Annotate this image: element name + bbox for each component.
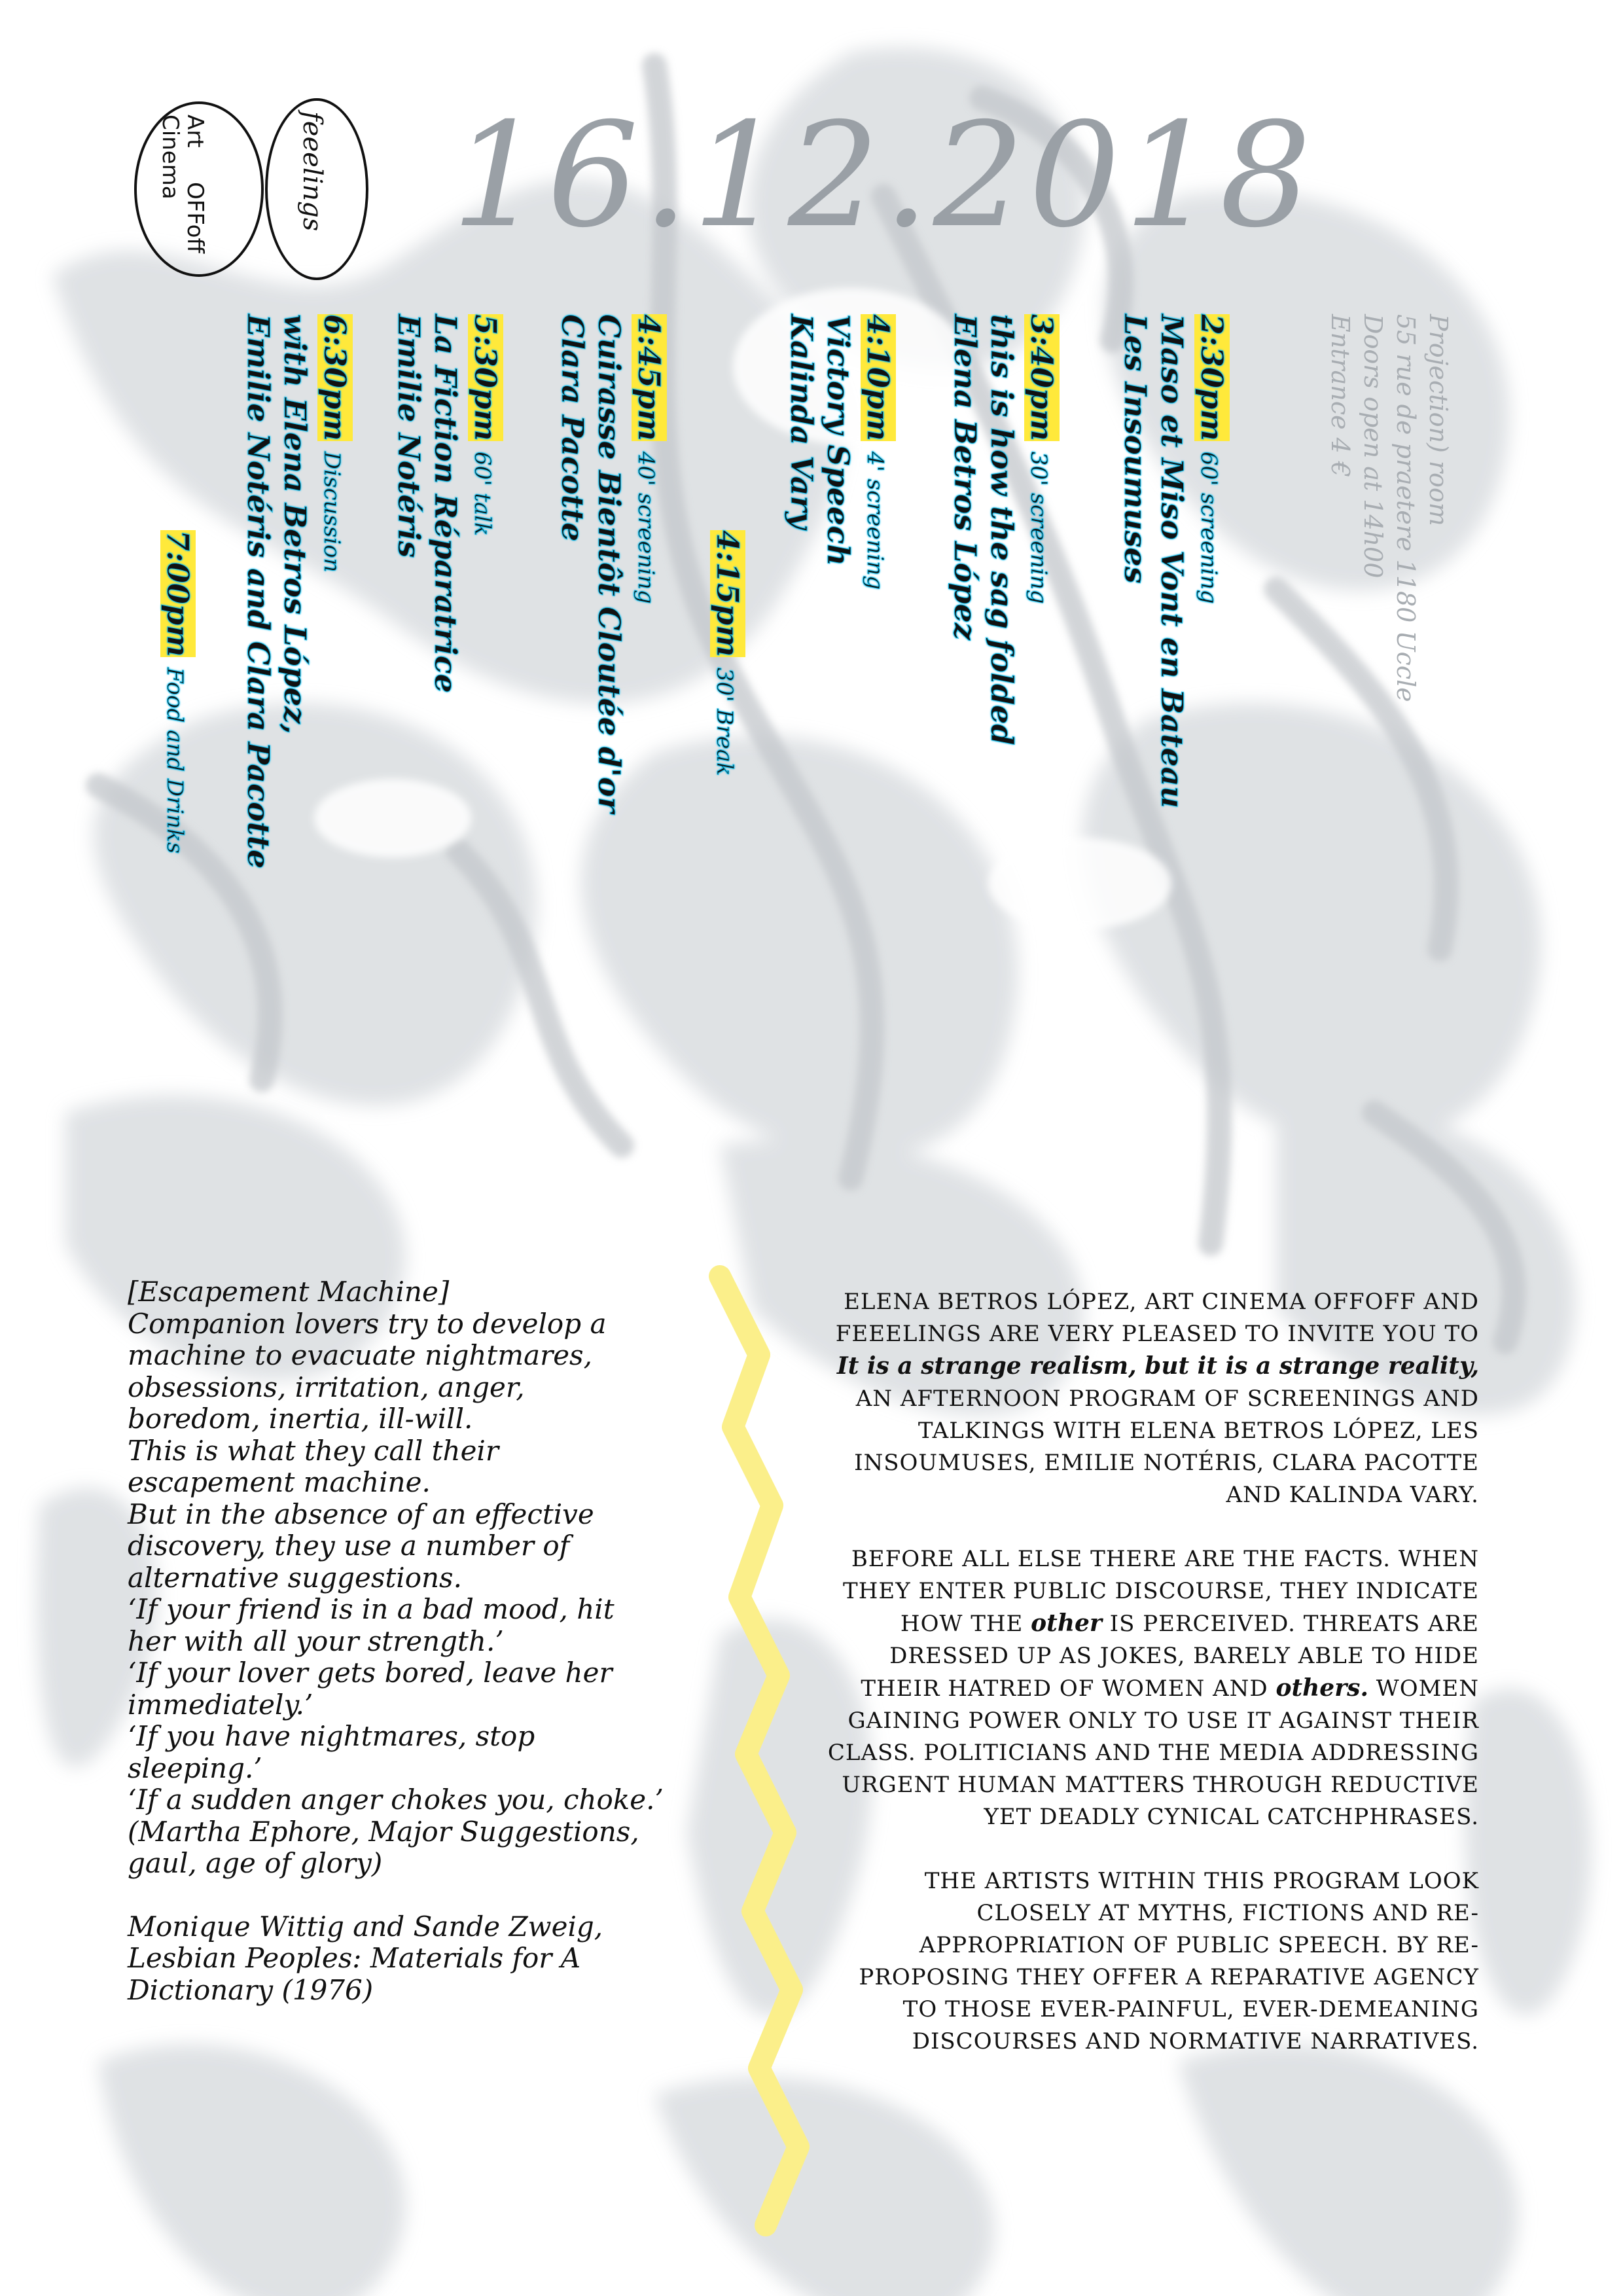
schedule-detail: 4' screening <box>862 451 888 590</box>
schedule-time: 5:30pm <box>468 314 503 441</box>
schedule-item-2 <box>947 314 1060 745</box>
schedule-author: Les Insoumuses <box>1118 314 1153 584</box>
schedule-title: this is how the sag folded <box>984 314 1020 745</box>
quote-line: Companion lovers try to develop a <box>128 1307 607 1340</box>
schedule-item-5 <box>554 314 668 813</box>
schedule-item-7 <box>240 314 353 869</box>
logo-text-art: Art <box>182 115 208 148</box>
schedule-author: Elena Betros López <box>948 314 983 640</box>
quote-line: [Escapement Machine] <box>128 1276 450 1308</box>
quote-line: This is what they call their <box>128 1434 499 1467</box>
emphasis-other: other <box>1031 1609 1102 1637</box>
schedule-title: Cuirasse Bientôt Cloutée d'or <box>592 314 627 814</box>
schedule-time: 2:30pm <box>1194 314 1230 441</box>
venue-entrance: Entrance 4 € <box>1326 314 1355 478</box>
intro-paragraph-2 <box>818 1543 1479 1833</box>
quote-line: gaul, age of glory) <box>128 1847 383 1879</box>
schedule-detail: 30' Break <box>711 667 738 776</box>
logo-text-offoff: OFFoff <box>182 182 208 253</box>
schedule-author: Emilie Notéris and Clara Pacotte <box>241 314 276 869</box>
schedule-time: 4:45pm <box>632 314 667 441</box>
logo-text-feeelings: feeelings <box>297 111 327 232</box>
schedule-detail: 60' screening <box>1196 451 1222 604</box>
schedule-item-8 <box>156 530 196 853</box>
credit-line: Monique Wittig and Sande Zweig, <box>128 1910 603 1943</box>
intro-text: THE ARTISTS WITHIN THIS PROGRAM LOOK CLOSELY AT MYTHS, FICTIONS AND RE-APPROPRIATION OF PUBLIC SPEECH. BY RE-PROPOSING THEY OFFER A REPARATIVE AGENCY TO THOSE EVER-PAINFUL, EVER-DEMEANING DISCOURSES AND NORMATIVE NARRATIVES. <box>859 1868 1479 2054</box>
quote-line: discovery, they use a number of <box>128 1530 570 1562</box>
schedule-time: 6:30pm <box>317 314 353 441</box>
intro-text: BEFORE ALL ELSE THERE ARE THE FACTS. WHEN THEY ENTER PUBLIC DISCOURSE, THEY INDICATE HOW THE <box>843 1546 1479 1637</box>
intro-text: AN AFTERNOON PROGRAM OF SCREENINGS AND TALKINGS WITH ELENA BETROS LÓPEZ, LES INSOUMUSES, EMILIE NOTÉRIS, CLARA PACOTTE AND KALINDA VARY. <box>854 1386 1479 1508</box>
intro-paragraph-3 <box>818 1865 1479 2058</box>
schedule-detail: Discussion <box>319 451 345 573</box>
schedule-author: Clara Pacotte <box>555 314 590 542</box>
quote-line: machine to evacuate nightmares, <box>128 1339 592 1371</box>
schedule-author: Kalinda Vary <box>784 314 819 529</box>
credit-line: Dictionary (1976) <box>128 1973 374 2006</box>
logo-text-cinema: Cinema <box>157 115 183 200</box>
venue-room: Projection) room <box>1424 314 1453 526</box>
quote-line: her with all your strength.’ <box>128 1624 504 1657</box>
schedule-detail: 40' screening <box>633 451 659 604</box>
quote-line: escapement machine. <box>128 1466 431 1498</box>
venue-doors: Doors open at 14h00 <box>1359 314 1387 579</box>
schedule-item-3 <box>783 314 897 590</box>
schedule-title: Victory Speech <box>821 314 856 566</box>
quote-spacer <box>128 1880 717 1911</box>
intro-text: ELENA BETROS LÓPEZ, ART CINEMA OFFOFF AND FEEELINGS ARE VERY PLEASED TO INVITE YOU TO <box>835 1289 1479 1347</box>
quote-line: ‘If you have nightmares, stop <box>128 1720 535 1752</box>
intro-text: IS PERCEIVED. THREATS ARE DRESSED UP AS JOKES, BARELY ABLE TO HIDE THEIR HATRED OF WOMEN AND <box>861 1611 1479 1702</box>
quote-line: (Martha Ephore, Major Suggestions, <box>128 1815 639 1848</box>
credit-line: Lesbian Peoples: Materials for A <box>128 1942 581 1974</box>
schedule-item-4 <box>706 530 746 776</box>
schedule-time: 3:40pm <box>1024 314 1060 441</box>
schedule-title: Maso et Miso Vont en Bateau <box>1154 314 1190 808</box>
schedule-detail: 60' talk <box>469 451 495 536</box>
schedule-author: Emilie Notéris <box>391 314 427 558</box>
schedule-title: with Elena Betros López, <box>277 314 313 734</box>
intro-paragraph-1 <box>818 1286 1479 1511</box>
quote-line: alternative suggestions. <box>128 1561 462 1594</box>
intro-text: WOMEN GAINING POWER ONLY TO USE IT AGAINST THEIR CLASS. POLITICIANS AND THE MEDIA ADDRESSING URGENT HUMAN MATTERS THROUGH REDUCTIVE YET DEADLY CYNICAL CATCHPHRASES. <box>827 1676 1479 1830</box>
quote-line: immediately.’ <box>128 1688 313 1721</box>
emphasis-others: others. <box>1275 1674 1368 1702</box>
quote-line: boredom, inertia, ill-will. <box>128 1403 473 1435</box>
schedule-time: 4:10pm <box>861 314 896 441</box>
schedule-time: 7:00pm <box>160 530 196 657</box>
event-date: 16.12.2018 <box>452 92 1315 259</box>
schedule-detail: Food and Drinks <box>162 667 188 854</box>
intro-column <box>818 1286 1479 2090</box>
program-title: It is a strange realism, but it is a strange reality, <box>836 1352 1479 1380</box>
quote-line: But in the absence of an effective <box>128 1498 594 1530</box>
quote-line: ‘If a sudden anger chokes you, choke.’ <box>128 1784 664 1816</box>
quote-line: ‘If your lover gets bored, leave her <box>128 1657 613 1689</box>
schedule-item-6 <box>391 314 504 693</box>
quote-column <box>128 1276 717 2006</box>
quote-line: sleeping.’ <box>128 1751 262 1784</box>
schedule-title: La Fiction Réparatrice <box>428 314 463 693</box>
schedule-detail: 30' screening <box>1026 451 1052 604</box>
quote-line: obsessions, irritation, anger, <box>128 1371 525 1403</box>
schedule-item-1 <box>1117 314 1230 808</box>
venue-address: 55 rue de praetere 1180 Uccle <box>1391 314 1420 702</box>
quote-line: ‘If your friend is in a bad mood, hit <box>128 1593 615 1625</box>
schedule-time: 4:15pm <box>710 530 745 657</box>
